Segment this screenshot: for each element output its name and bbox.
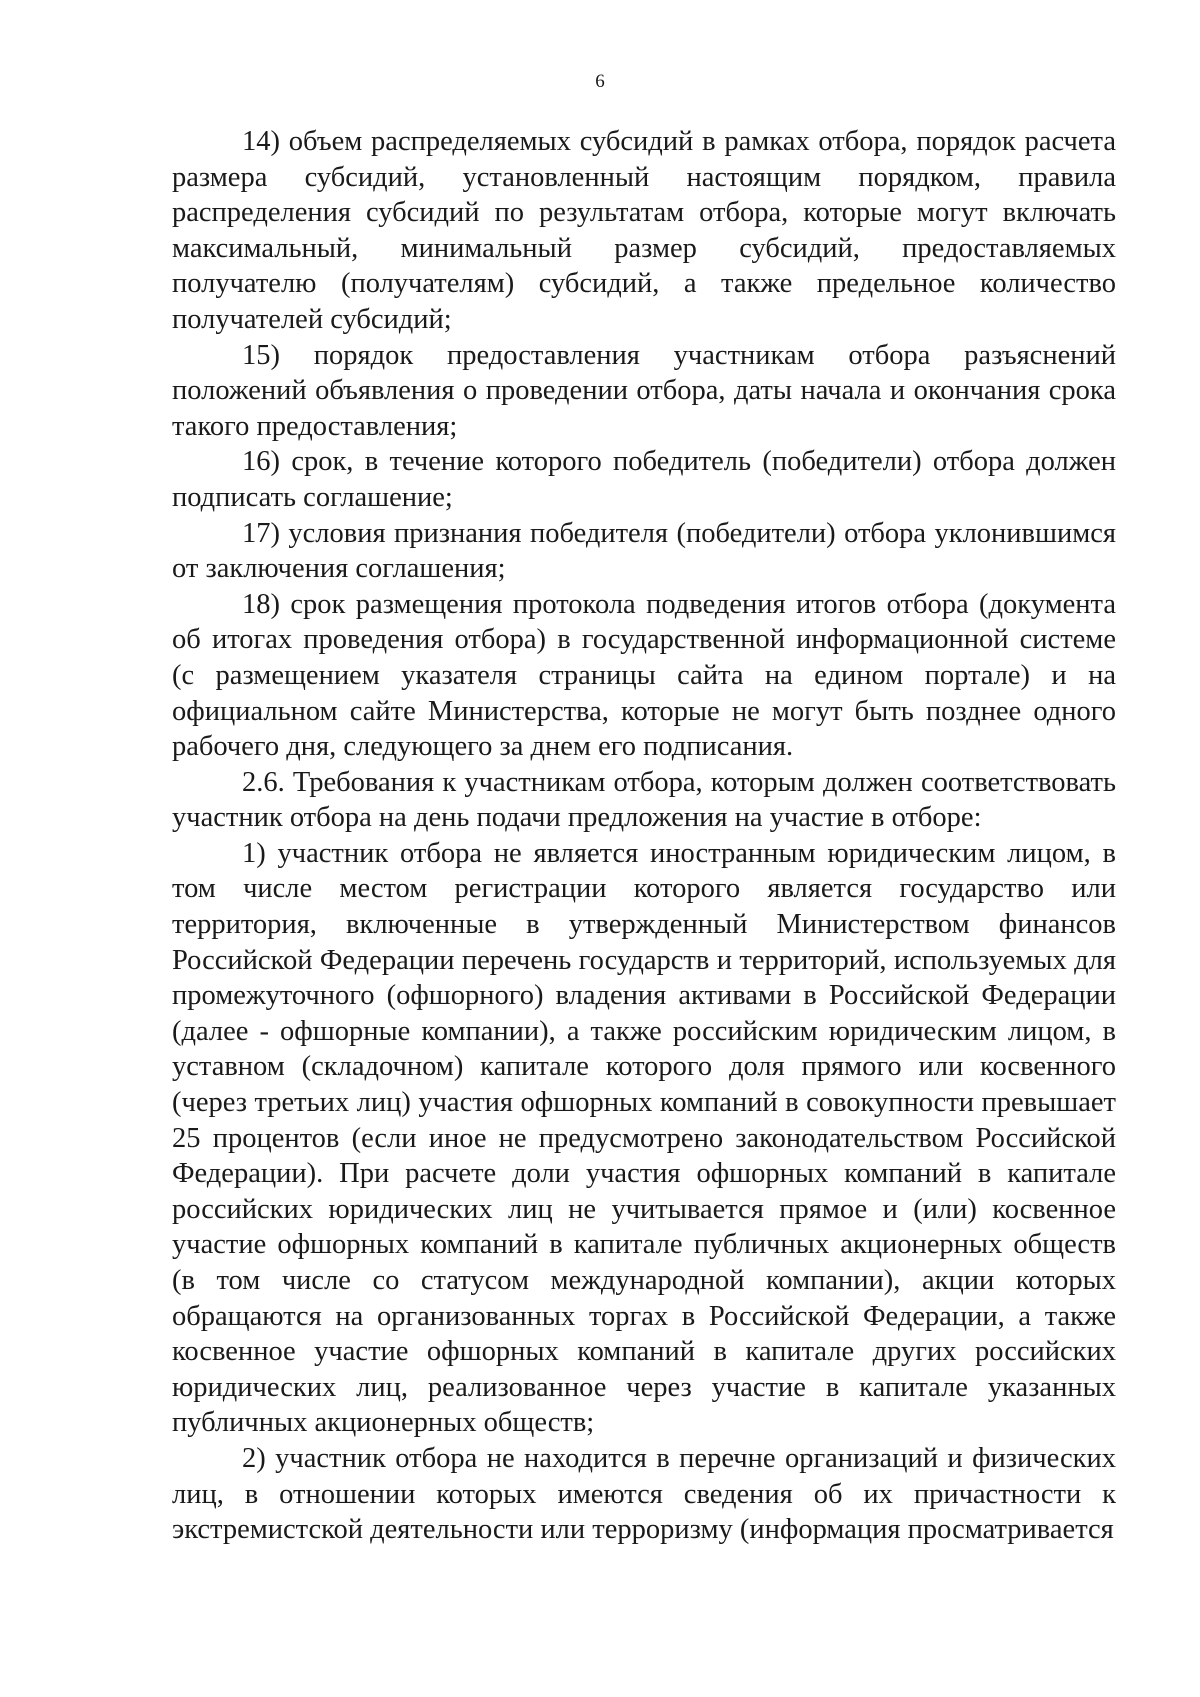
paragraph-requirement-1: 1) участник отбора не является иностранным юридическим лицом, в том числе местом регистрации которого является государство или территория, включенные в утвержденный Министерством финансов Российской Федерации перечень государств и территорий, используемых для промежуточного (офшорного) владения активами в Российской Федерации (далее - офшорные компании), а также российским юридическим лицом, в уставном (складочном) капитале которого доля прямого или косвенного (через третьих лиц) участия офшорных компаний в совокупности превышает 25 процентов (если иное не предусмотрено законодательством Российской Федерации). При расчете доли участия офшорных компаний в капитале российских юридических лиц не учитывается прямое и (или) косвенное участие офшорных компаний в капитале публичных акционерных обществ (в том числе со статусом международной компании), акции которых обращаются на организованных торгах в Российской Федерации, а также косвенное участие офшорных компаний в капитале других российских юридических лиц, реализованное через участие в капитале указанных публичных акционерных обществ; (172, 837, 1116, 1439)
page-number: 6 (595, 71, 605, 92)
paragraph-requirement-2: 2) участник отбора не находится в перечне организаций и физических лиц, в отношении которых имеются сведения об их причастности к экстремистской деятельности или терроризму (информация просматривается (172, 1442, 1116, 1546)
paragraph-item-15: 15) порядок предоставления участникам отбора разъяснений положений объявления о проведении отбора, даты начала и окончания срока такого предоставления; (172, 339, 1116, 442)
paragraph-item-17: 17) условия признания победителя (победители) отбора уклонившимся от заключения соглашения; (172, 517, 1116, 585)
paragraph-item-16: 16) срок, в течение которого победитель (победители) отбора должен подписать соглашение; (172, 446, 1116, 513)
document-body (172, 124, 1116, 1548)
paragraph-section-2-6: 2.6. Требования к участникам отбора, которым должен соответствовать участник отбора на день подачи предложения на участие в отборе: (172, 766, 1116, 834)
paragraph-item-18: 18) срок размещения протокола подведения итогов отбора (документа об итогах проведения отбора) в государственной информационной системе (с размещением указателя страницы сайта на едином портале) и на официальном сайте Министерства, которые не могут быть позднее одного рабочего дня, следующего за днем его подписания. (172, 588, 1116, 763)
paragraph-item-14: 14) объем распределяемых субсидий в рамках отбора, порядок расчета размера субсидий, установленный настоящим порядком, правила распределения субсидий по результатам отбора, которые могут включать максимальный, минимальный размер субсидий, предоставляемых получателю (получателям) субсидий, а также предельное количество получателей субсидий; (172, 126, 1116, 335)
